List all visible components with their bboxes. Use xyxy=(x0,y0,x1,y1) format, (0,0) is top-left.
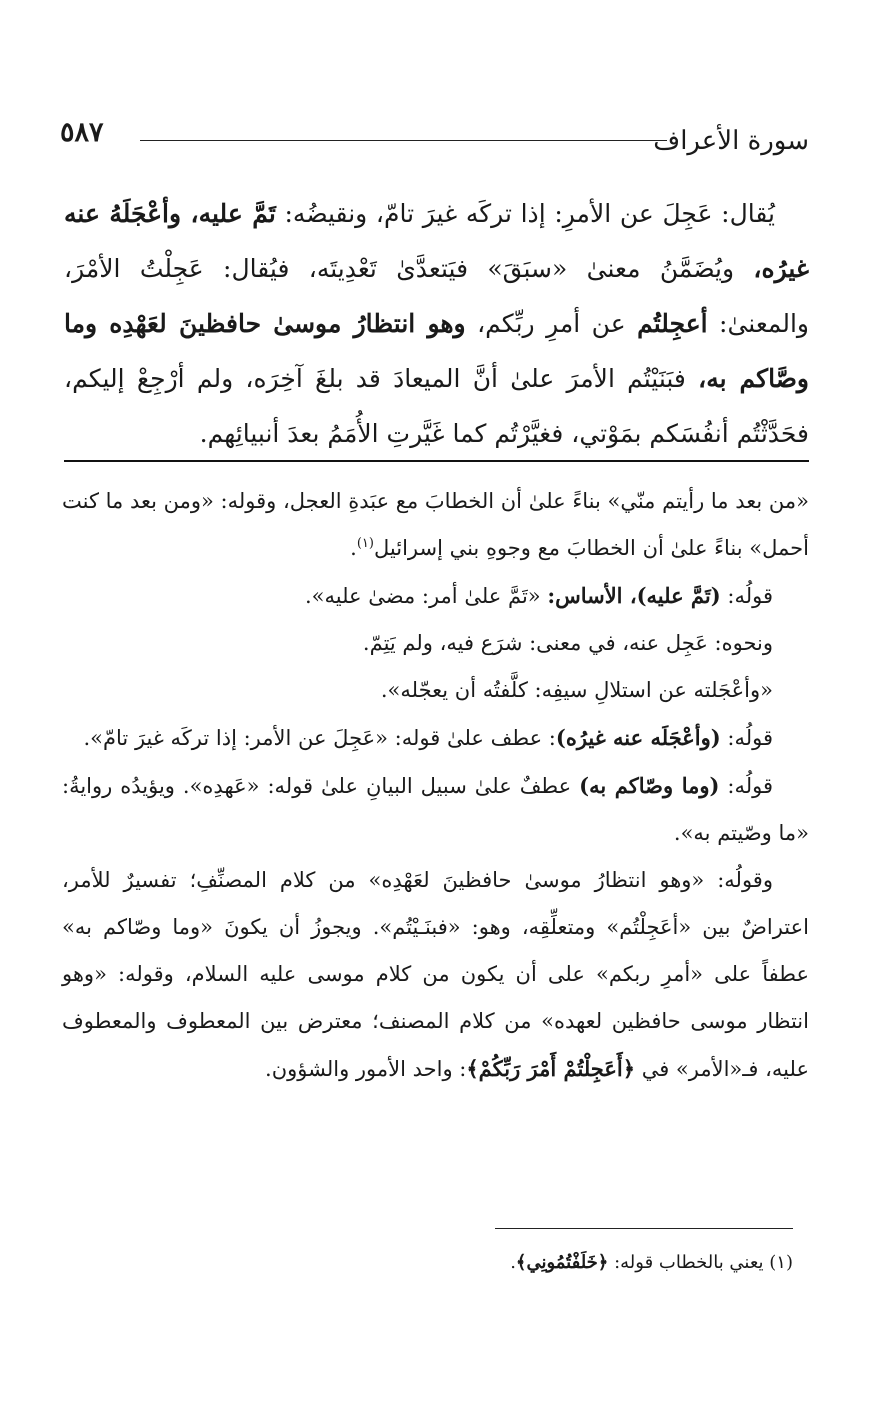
commentary-para-5-b: (وأعْجَلَه عنه غيرُه) xyxy=(555,725,721,750)
commentary-para-5 xyxy=(62,714,809,762)
main-seg-7: فبَنَيْتُم الأمرَ علىٰ أنَّ الميعادَ قد بلغَ آخِرَه، ولم أرْجِعْ إليكم، فحَدَّثْتُم أنفُسَكم بمَوْتي، فغيَّرْتُم كما غَيَّرتِ الأُمَمُ بعدَ أنبيائِهم. xyxy=(64,364,809,448)
main-seg-4: أعجِلتُم xyxy=(637,309,708,338)
commentary-para-6-a: قولُه: xyxy=(719,774,774,798)
footnote-ref: (١) xyxy=(356,536,374,551)
footnote-rule xyxy=(495,1228,793,1229)
surah-title: سورة الأعراف xyxy=(653,126,809,156)
commentary-para-1-end: . xyxy=(350,536,357,560)
commentary-para-7-a: وقولُه: «وهو انتظارُ موسىٰ حافظينَ لعَهْدِه» من كلام المصنِّفِ؛ تفسيرٌ للأمر، اعتراضٌ بين «أعَجِلْتُم» ومتعلِّقِه، وهو: «فبنَـيْتُم». ويجوزُ أن يكونَ «وما وصّاكم به» عطفاً على «أمرِ ربكم» على أن يكون من كلام موسى عليه السلام، وقوله: «وهو انتظار موسى حافظين لعهده» من كلام المصنف؛ معترض بين المعطوف والمعطوف عليه، فـ«الأمر» في xyxy=(62,868,809,1081)
commentary-para-2 xyxy=(62,572,809,620)
commentary-para-7-c: : واحد الأمور والشؤون. xyxy=(265,1057,467,1081)
commentary-para-5-a: قولُه: xyxy=(720,726,773,750)
footnote-end: . xyxy=(510,1252,516,1273)
page-header xyxy=(60,118,809,158)
main-seg-2: تَمَّ عليه، وأعْجَلَهُ عنه غيرُه، xyxy=(64,199,809,283)
commentary-para-6-b: (وما وصّاكم به) xyxy=(579,773,720,798)
header-rule xyxy=(140,140,667,141)
commentary-para-4: «وأعْجَلته عن استلالِ سيفِه: كلَّفتُه أن يعجّله». xyxy=(380,678,773,702)
main-text xyxy=(64,186,809,461)
commentary-para-3: ونحوه: عَجِل عنه، في معنى: شرَع فيه، ولم يَتِمّ. xyxy=(362,631,773,655)
main-seg-5: عن أمرِ ربِّكم، xyxy=(465,309,638,338)
footnote xyxy=(300,1248,793,1278)
main-seg-6: وهو انتظارُ موسىٰ حافظينَ لعَهْدِه وما وصَّاكم به، xyxy=(64,309,810,393)
commentary xyxy=(62,478,809,1093)
page-number: ٥٨٧ xyxy=(60,117,104,148)
text-commentary-divider xyxy=(64,460,809,462)
main-seg-3: ويُضَمَّنُ معنىٰ «سبَقَ» فيَتعدَّىٰ تَعْدِيتَه، فيُقال: عَجِلْتُ الأمْرَ، والمعنىٰ: xyxy=(64,254,809,338)
quran-quote: ﴿أَعَجِلْتُمْ أَمْرَ رَبِّكُمْ﴾ xyxy=(466,1056,636,1081)
commentary-para-1-text: «من بعد ما رأيتم منّي» بناءً علىٰ أن الخطابَ مع عبَدةِ العجل، وقوله: «ومن بعد ما كنت أحمل» بناءً علىٰ أن الخطابَ مع وجوهِ بني إسرائيل xyxy=(62,489,809,560)
commentary-para-6 xyxy=(62,762,809,857)
commentary-para-5-c: : عطف علىٰ قوله: «عَجِلَ عن الأمر: إذا تركَه غيرَ تامّ». xyxy=(83,726,556,750)
commentary-para-2-b: (تَمَّ عليه)، الأساس: xyxy=(547,583,721,608)
commentary-para-1 xyxy=(62,478,809,572)
commentary-para-2-a: قولُه: xyxy=(720,584,773,608)
footnote-text: (١) يعني بالخطاب قوله: xyxy=(608,1252,793,1273)
main-seg-1: يُقال: عَجِلَ عن الأمرِ: إذا تركَه غيرَ تامّ، ونقيضُه: xyxy=(275,199,775,228)
commentary-para-6-c: عطفٌ علىٰ سبيل البيانِ علىٰ قوله: «عَهدِه». ويؤيدُه روايةُ: «ما وصّيتم به». xyxy=(62,774,809,845)
commentary-para-7 xyxy=(62,857,809,1093)
commentary-para-2-c: «تَمَّ علىٰ أمر: مضىٰ عليه». xyxy=(304,584,548,608)
footnote-quran-quote: ﴿خَلَفْتُمُونِي﴾ xyxy=(515,1252,609,1273)
